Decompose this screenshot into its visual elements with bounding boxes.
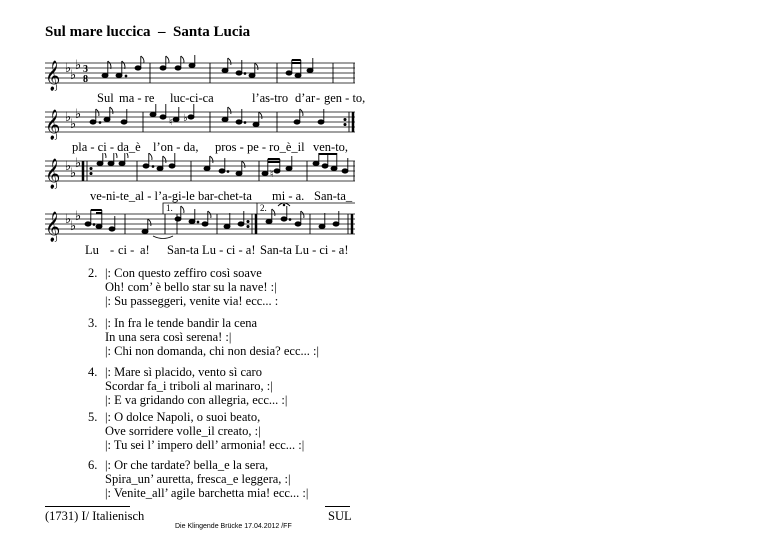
footer-catalog: (1731) I/ Italienisch (45, 509, 145, 523)
lyrics-line-4: Lu - ci - a! San-ta Lu - ci - a! San-ta Lu - ci - a! (85, 243, 349, 257)
lyrics-line-1: Sul ma - re luc-ci-ca l’as-tro d’ar - gen - to, (97, 91, 366, 105)
song-title: Sul mare luccica – Santa Lucia (45, 24, 251, 40)
treble-clef-icon: 𝄞 (45, 159, 61, 189)
svg-text:♭: ♭ (70, 166, 77, 181)
staff-line-4 (45, 200, 355, 242)
treble-clef-icon: 𝄞 (45, 61, 61, 91)
volta-1-label: 1. (166, 203, 173, 213)
svg-text:♭: ♭ (75, 156, 82, 171)
footer-rule-left (45, 506, 130, 507)
svg-text:♭: ♭ (183, 113, 188, 124)
footer-rule-right (325, 506, 350, 507)
svg-text:♭: ♭ (65, 212, 72, 227)
svg-text:8: 8 (83, 74, 88, 85)
flat-icon: ♭ (65, 61, 72, 76)
volta-2-label: 2. (260, 203, 267, 213)
staff-line-1 (45, 55, 355, 91)
svg-text:♭: ♭ (75, 107, 82, 122)
svg-text:♮: ♮ (270, 169, 274, 180)
treble-clef-icon: 𝄞 (45, 110, 61, 140)
lyrics-line-3: ve-ni-te_al - l’a-gi-le bar-chet-ta mi - a. San-ta_ (90, 189, 353, 203)
lyrics-line-2: pla - ci - da_è l’on - da, pros - pe - ro_è_il ven-to, (72, 140, 349, 154)
svg-text:♭: ♭ (70, 68, 77, 83)
svg-text:♭: ♭ (70, 117, 77, 132)
svg-text:♭: ♭ (65, 159, 72, 174)
staff-line-2 (45, 104, 355, 140)
footer-code: SUL (328, 509, 352, 523)
svg-text:♭: ♭ (75, 209, 82, 224)
treble-clef-icon: 𝄞 (45, 212, 61, 242)
svg-text:♭: ♭ (70, 219, 77, 234)
volta-brackets (163, 203, 355, 214)
svg-text:♭: ♭ (65, 110, 72, 125)
svg-text:♭: ♭ (75, 58, 82, 73)
staff-line-3 (45, 153, 355, 189)
footer-credit: Die Klingende Brücke 17.04.2012 /FF (175, 523, 292, 530)
time-signature: 3 (83, 64, 88, 75)
svg-text:♮: ♮ (169, 117, 173, 128)
